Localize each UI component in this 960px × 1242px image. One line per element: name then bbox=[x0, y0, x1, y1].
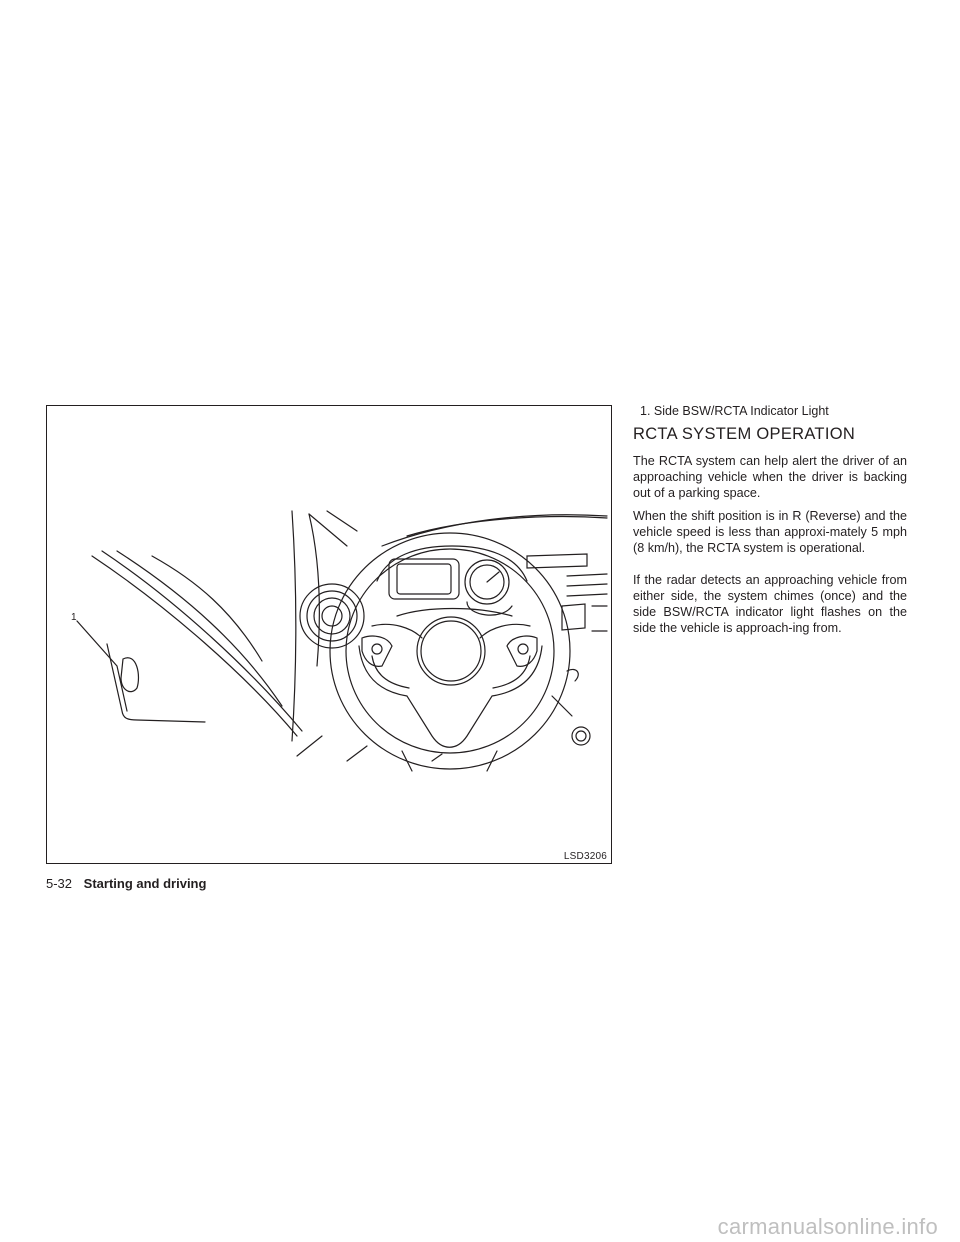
callout-number: 1 bbox=[71, 612, 77, 623]
steering-wheel bbox=[330, 533, 570, 771]
figure-code: LSD3206 bbox=[563, 851, 607, 862]
figure-caption: 1. Side BSW/RCTA Indicator Light bbox=[640, 404, 829, 418]
chapter-title: Starting and driving bbox=[83, 876, 207, 891]
air-vent bbox=[300, 584, 364, 648]
paragraph-1: The RCTA system can help alert the driver of an approaching vehicle when the driver is backing out of a parking space. bbox=[633, 454, 907, 500]
illustration-figure bbox=[46, 405, 612, 864]
paragraph-3: If the radar detects an approaching vehicle from either side, the system chimes (once) and the side BSW/RCTA indicator light flashes on the side the vehicle is approach-ing from. bbox=[633, 573, 907, 635]
page-number: 5-32 bbox=[46, 876, 73, 891]
section-heading: RCTA SYSTEM OPERATION bbox=[633, 425, 856, 443]
dashboard-illustration bbox=[47, 406, 613, 865]
watermark: carmanualsonline.info bbox=[717, 1214, 938, 1239]
side-indicator-light bbox=[121, 658, 138, 692]
instrument-cluster bbox=[377, 546, 527, 616]
page-footer bbox=[46, 876, 206, 891]
lower-console bbox=[297, 669, 590, 761]
a-pillar-lines bbox=[92, 551, 302, 736]
paragraph-2: When the shift position is in R (Reverse) and the vehicle speed is less than approxi-mately 5 mph (8 km/h), the RCTA system is operational. bbox=[633, 509, 907, 555]
